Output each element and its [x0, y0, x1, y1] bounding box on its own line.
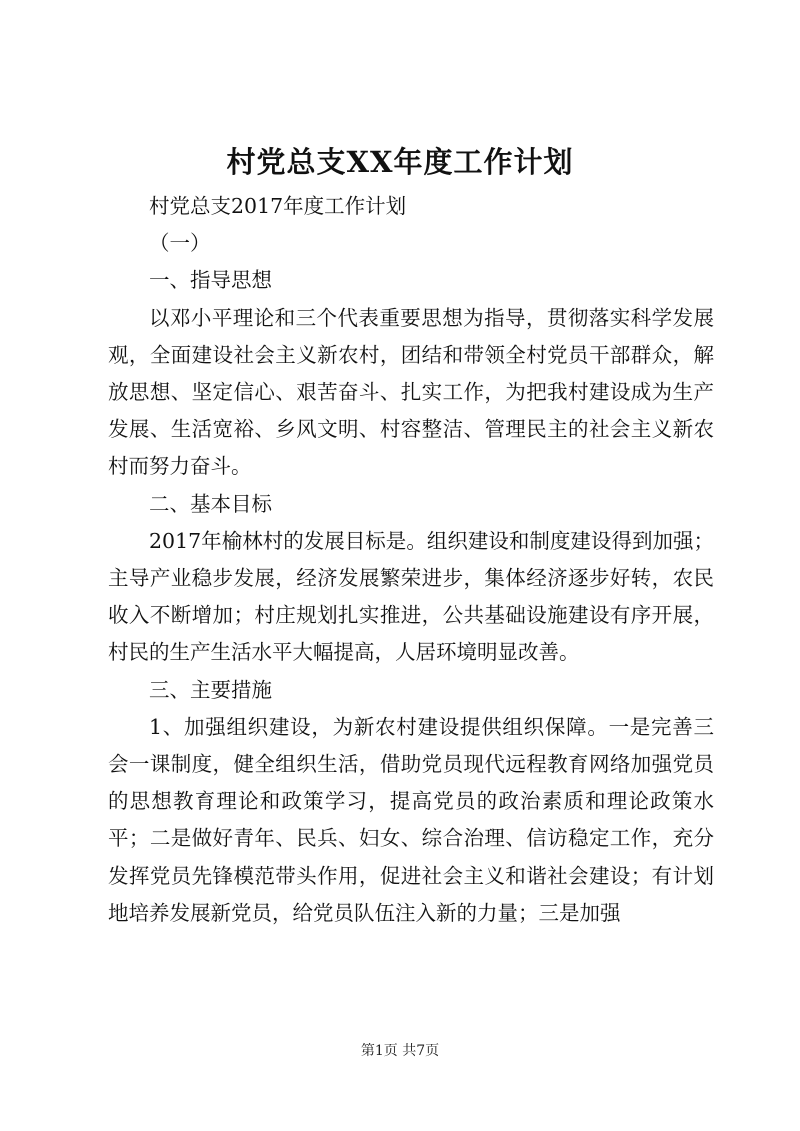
- section-marker: （一）: [149, 231, 211, 256]
- page-number-footer: 第1页 共7页: [360, 1043, 440, 1059]
- section-heading-basic-goals: 二、基本目标: [149, 491, 272, 516]
- paragraph-basic-goals: 2017年榆林村的发展目标是。组织建设和制度建设得到加强；主导产业稳步发展，经济发展繁荣进步，集体经济逐步好转，农民收入不断增加；村庄规划扎实推进，公共基础设施建设有序开展，村民的生产生活水平大幅提高，人居环境明显改善。: [108, 528, 714, 665]
- document-title: 村党总支XX年度工作计划: [226, 145, 574, 179]
- subtitle-paragraph: 村党总支2017年度工作计划: [149, 194, 407, 218]
- section-heading-guiding-ideology: 一、指导思想: [149, 268, 272, 293]
- paragraph-guiding-ideology: 以邓小平理论和三个代表重要思想为指导，贯彻落实科学发展观，全面建设社会主义新农村，团结和带领全村党员干部群众，解放思想、坚定信心、艰苦奋斗、扎实工作，为把我村建设成为生产发展、生活宽裕、乡风文明、村容整洁、管理民主的社会主义新农村而努力奋斗。: [108, 305, 714, 479]
- document-body: [108, 188, 714, 932]
- paragraph-main-measures: 1、加强组织建设，为新农村建设提供组织保障。一是完善三会一课制度，健全组织生活，借助党员现代远程教育网络加强党员的思想教育理论和政策学习，提高党员的政治素质和理论政策水平；二是做好青年、民兵、妇女、综合治理、信访稳定工作，充分发挥党员先锋模范带头作用，促进社会主义和谐社会建设；有计划地培养发展新党员，给党员队伍注入新的力量；三是加强: [108, 714, 714, 925]
- section-heading-main-measures: 三、主要措施: [149, 677, 272, 702]
